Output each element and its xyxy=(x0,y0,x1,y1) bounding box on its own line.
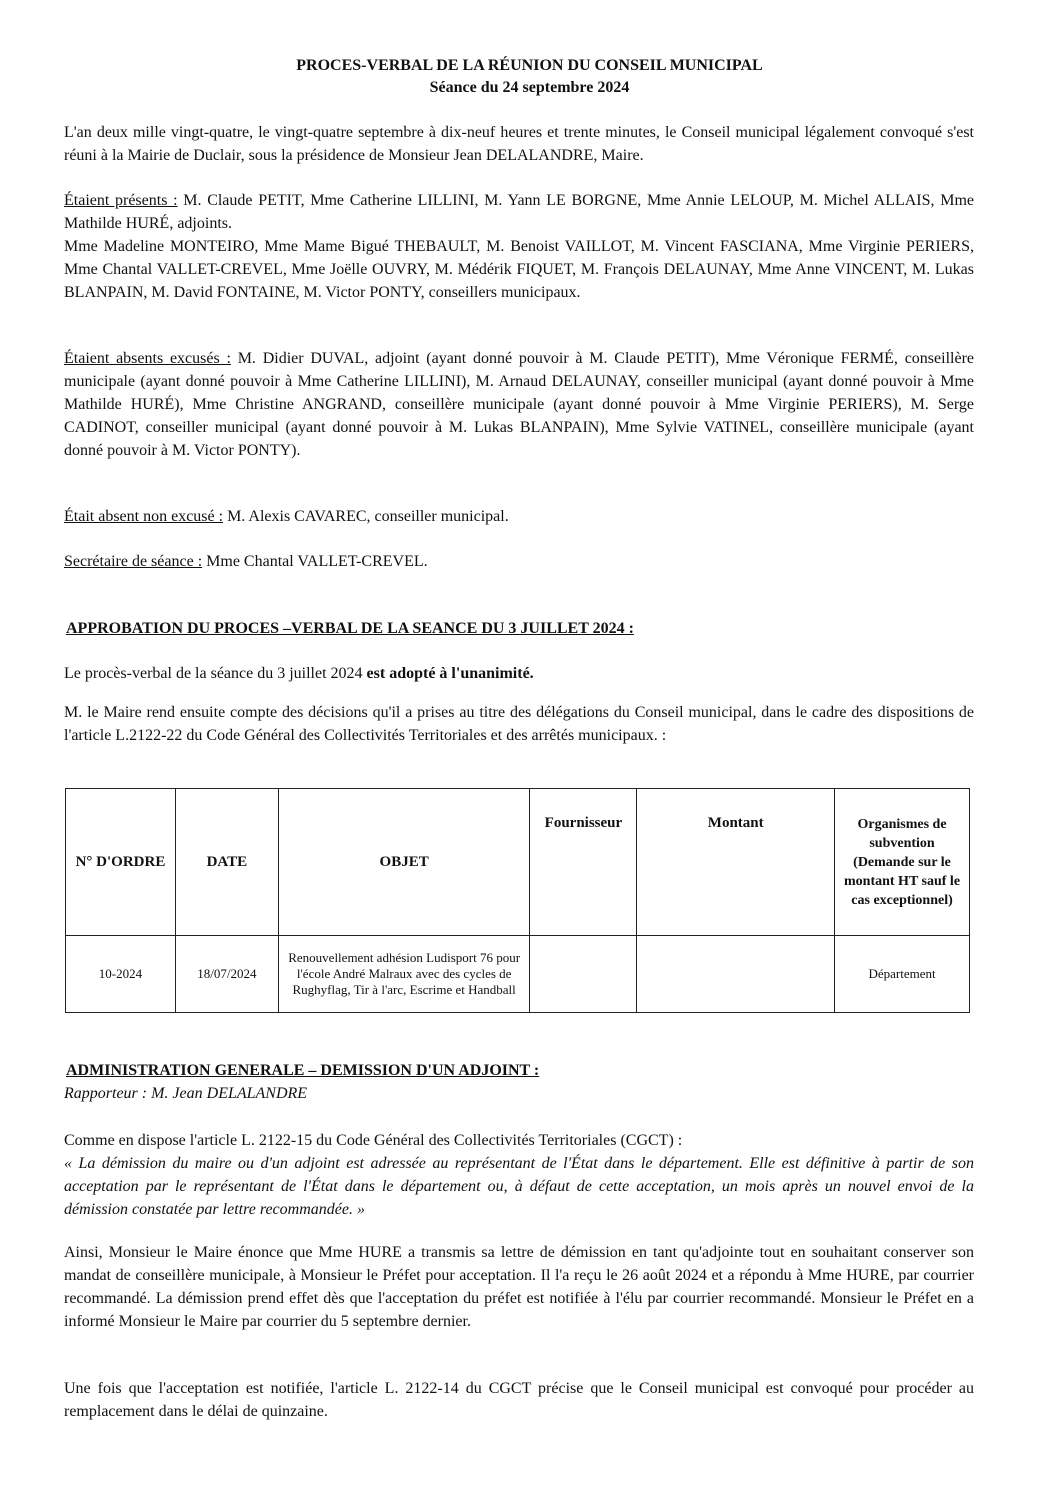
administration-heading: ADMINISTRATION GENERALE – DEMISSION D'UN ADJOINT : xyxy=(66,1062,540,1079)
header-montant: Montant xyxy=(637,789,835,936)
cell-montant xyxy=(637,936,835,1013)
approbation-paragraph xyxy=(64,662,974,685)
secretaire-label: Secrétaire de séance : xyxy=(64,553,203,570)
secretaire-text: Mme Chantal VALLET-CREVEL. xyxy=(202,553,428,570)
header-objet: OBJET xyxy=(278,789,530,936)
absents-excuses-paragraph xyxy=(64,347,974,462)
absent-non-excuse-label: Était absent non excusé : xyxy=(64,508,224,525)
approbation-text: Le procès-verbal de la séance du 3 juillet 2024 xyxy=(64,665,367,682)
cell-fournisseur xyxy=(530,936,637,1013)
cell-num: 10-2024 xyxy=(66,936,176,1013)
table-row xyxy=(66,936,970,1013)
cell-objet: Renouvellement adhésion Ludisport 76 pour l'école André Malraux avec des cycles de Rughyflag, Tir à l'arc, Escrime et Handball xyxy=(278,936,530,1013)
presents-label: Étaient présents : xyxy=(64,192,178,209)
citation-intro: Comme en dispose l'article L. 2122-15 du Code Général des Collectivités Territoriales (CGCT) : xyxy=(64,1132,683,1149)
citation-text: « La démission du maire ou d'un adjoint est adressée au représentant de l'État dans le département. Elle est définitive à partir de son acceptation par le représentant de l'État dans le département ou, à défaut de cette acceptation, un mois après un nouvel envoi de la démission constatée par lettre recommandée. » xyxy=(64,1155,974,1218)
approbation-result: est adopté à l'unanimité. xyxy=(366,665,534,682)
document-title: PROCES-VERBAL DE LA RÉUNION DU CONSEIL MUNICIPAL xyxy=(296,57,763,74)
cell-date: 18/07/2024 xyxy=(175,936,278,1013)
absent-non-excuse-text: M. Alexis CAVAREC, conseiller municipal. xyxy=(223,508,509,525)
approbation-heading: APPROBATION DU PROCES –VERBAL DE LA SEANCE DU 3 JUILLET 2024 : xyxy=(66,620,634,637)
compte-rendu-paragraph: M. le Maire rend ensuite compte des décisions qu'il a prises au titre des délégations du Conseil municipal, dans le cadre des dispositions de l'article L.2122-22 du Code Général des Collectivités Territoriales et des arrêtés municipaux. : xyxy=(64,704,974,744)
header-fournisseur: Fournisseur xyxy=(530,789,637,936)
presents-conseillers: Mme Madeline MONTEIRO, Mme Mame Bigué THEBAULT, M. Benoist VAILLOT, M. Vincent FASCIANA, Mme Virginie PERIERS, Mme Chantal VALLET-CREVEL, Mme Joëlle OUVRY, M. Médérik FIQUET, M. François DELAUNAY, Mme Anne VINCENT, M. Lukas BLANPAIN, M. David FONTAINE, M. Victor PONTY, conseillers municipaux. xyxy=(64,238,974,301)
header-num: N° D'ORDRE xyxy=(66,789,176,936)
header-organismes: Organismes de subvention (Demande sur le montant HT sauf le cas exceptionnel) xyxy=(835,789,970,936)
rapporteur-line: Rapporteur : M. Jean DELALANDRE xyxy=(64,1085,308,1102)
secretaire-paragraph xyxy=(64,550,974,573)
absents-excuses-label: Étaient absents excusés : xyxy=(64,350,231,367)
presents-adjoints: M. Claude PETIT, Mme Catherine LILLINI, M. Yann LE BORGNE, Mme Annie LELOUP, M. Michel ALLAIS, Mme Mathilde HURÉ, adjoints. xyxy=(64,192,974,232)
remplacement-paragraph: Une fois que l'acceptation est notifiée, l'article L. 2122-14 du CGCT précise que le Conseil municipal est convoqué pour procéder au remplacement dans le délai de quinzaine. xyxy=(64,1380,974,1420)
presents-paragraph xyxy=(64,189,974,235)
intro-paragraph: L'an deux mille vingt-quatre, le vingt-quatre septembre à dix-neuf heures et trente minutes, le Conseil municipal légalement convoqué s'est réuni à la Mairie de Duclair, sous la présidence de Monsieur Jean DELALANDRE, Maire. xyxy=(64,124,974,164)
table-header-row xyxy=(66,789,970,936)
demission-paragraph: Ainsi, Monsieur le Maire énonce que Mme HURE a transmis sa lettre de démission en tant qu'adjointe tout en souhaitant conserver son mandat de conseillère municipale, à Monsieur le Préfet pour acceptation. Il l'a reçu le 26 août 2024 et a répondu à Mme HURE, par courrier recommandé. La démission prend effet dès que l'acceptation du préfet est notifiée à l'élu par courrier recommandé. Monsieur le Préfet en a informé Monsieur le Maire par courrier du 5 septembre dernier. xyxy=(64,1244,974,1330)
decisions-table xyxy=(65,788,970,1013)
header-date: DATE xyxy=(175,789,278,936)
session-date: Séance du 24 septembre 2024 xyxy=(429,79,630,96)
absents-excuses-text: M. Didier DUVAL, adjoint (ayant donné pouvoir à M. Claude PETIT), Mme Véronique FERMÉ, conseillère municipale (ayant donné pouvoir à Mme Catherine LILLINI), M. Arnaud DELAUNAY, conseiller municipal (ayant donné pouvoir à Mme Mathilde HURÉ), Mme Christine ANGRAND, conseillère municipale (ayant donné pouvoir à Mme Virginie PERIERS), M. Serge CADINOT, conseiller municipal (ayant donné pouvoir à M. Lukas BLANPAIN), Mme Sylvie VATINEL, conseillère municipale (ayant donné pouvoir à M. Victor PONTY). xyxy=(64,350,974,459)
absent-non-excuse-paragraph xyxy=(64,505,974,528)
cell-organismes: Département xyxy=(835,936,970,1013)
